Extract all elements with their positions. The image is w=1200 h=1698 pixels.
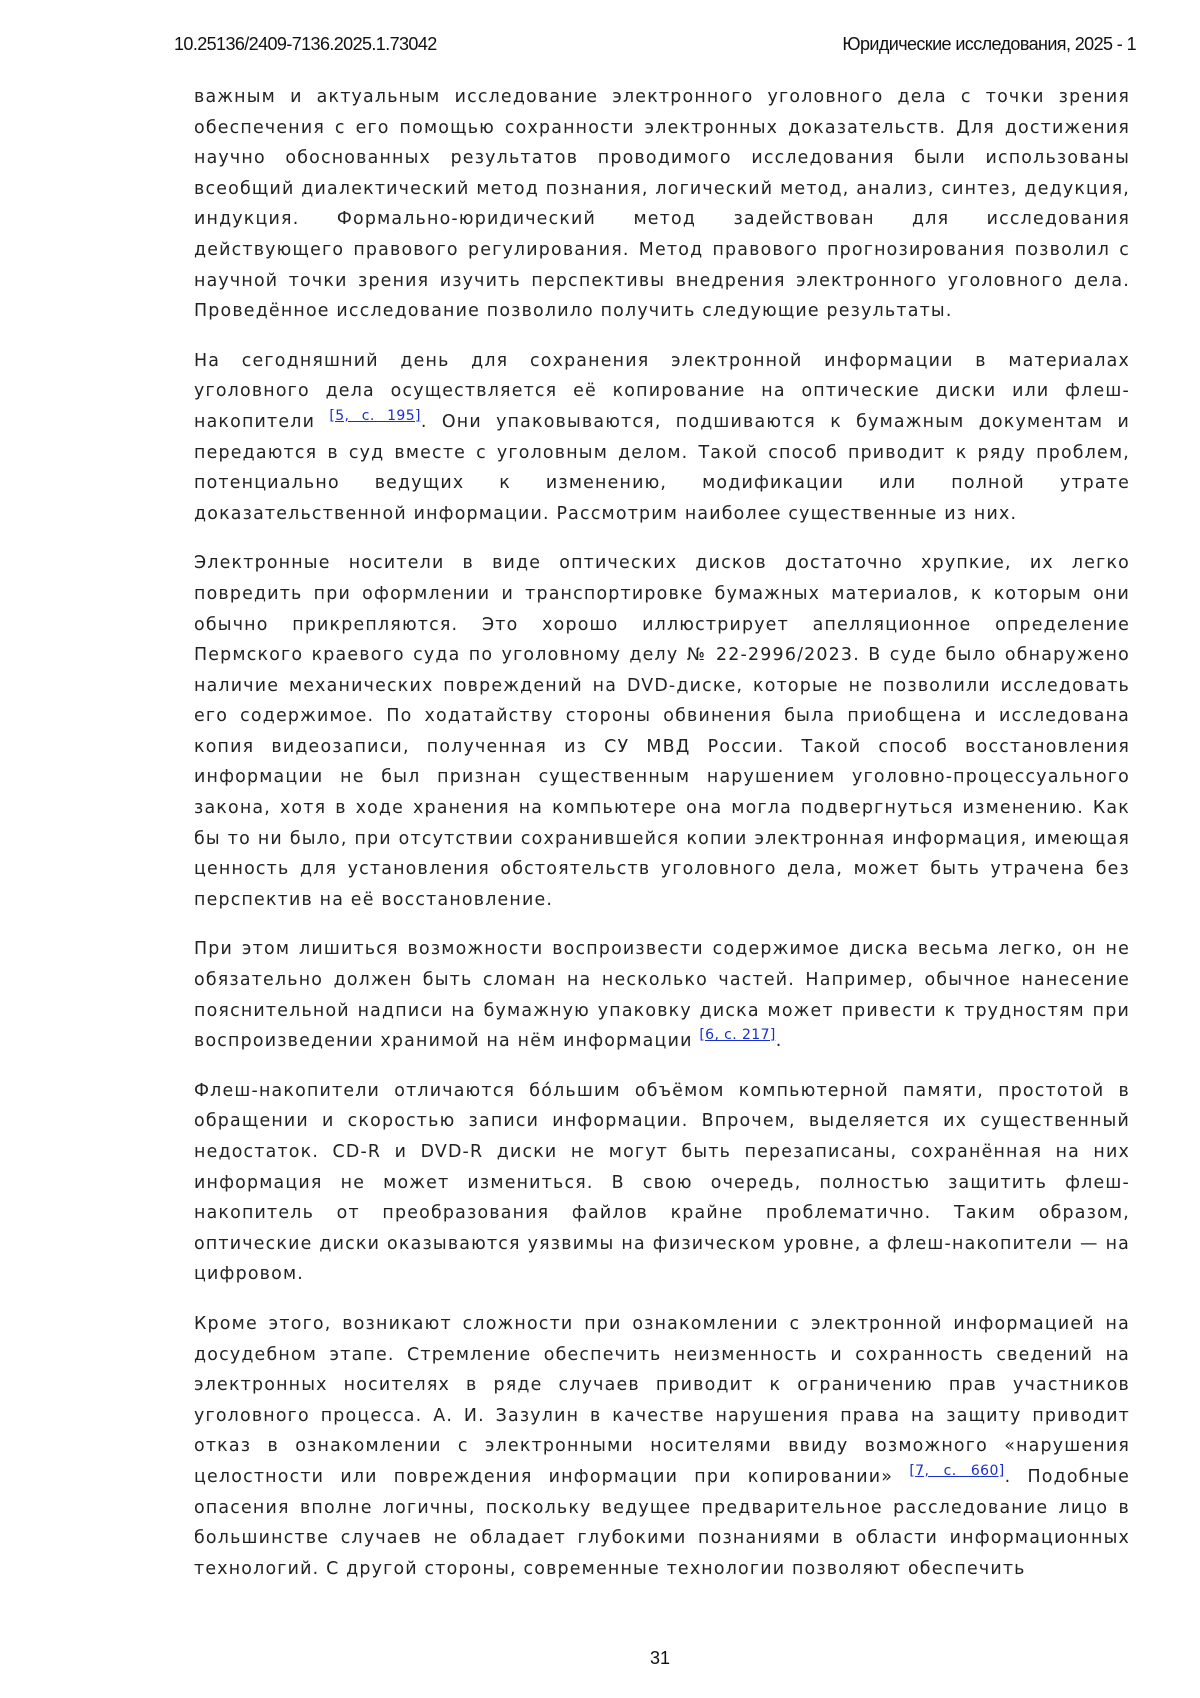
paragraph-5: Флеш-накопители отличаются бóльшим объёмом компьютерной памяти, простотой в обращении и скоростью записи информации. Впрочем, выделяется их существенный недостаток. CD-R и DVD-R диски не могут быть перезаписаны, сохранённая на них информация не может измениться. В свою очередь, полностью защитить флеш-накопитель от преобразования файлов крайне проблематично. Таким образом, оптические диски оказываются уязвимы на физическом уровне, а флеш-накопители — на цифровом. <box>194 1080 1130 1285</box>
paragraph-2: На сегодняшний день для сохранения электронной информации в материалах уголовного дела осуществляется её копирование на оптические диски или флеш-накопители [5, с. 195]. Они упаковываются, подшиваются к бумажным документам и передаются в суд вместе с уголовным делом. Такой способ приводит к ряду проблем, потенциально ведущих к изменению, модификации или полной утрате доказательственной информации. Рассмотрим наиболее существенные из них. <box>194 350 1131 524</box>
paragraph-1: важным и актуальным исследование электронного уголовного дела с точки зрения обеспечения с его помощью сохранности электронных доказательств. Для достижения научно обоснованных результатов проводимого исследования были использованы всеобщий диалектический метод познания, логический метод, анализ, синтез, дедукция, индукция. Формально-юридический метод задействован для исследования действующего правового регулирования. Метод правового прогнозирования позволил с научной точки зрения изучить перспективы внедрения электронного уголовного дела. Проведённое исследование позволило получить следующие результаты. <box>194 87 1130 322</box>
article-body <box>194 82 1130 1603</box>
citation-link[interactable]: [5, с. 195] <box>329 408 421 425</box>
citation-link[interactable]: [7, с. 660] <box>909 1463 1005 1480</box>
paragraph-4: При этом лишиться возможности воспроизвести содержимое диска весьма легко, он не обязательно должен быть сломан на несколько частей. Например, обычное нанесение пояснительной надписи на бумажную упаковку диска может привести к трудностям при воспроизведении хранимой на нём информации [6, с. 217]. <box>194 939 1130 1052</box>
running-head <box>174 34 1136 64</box>
page-number: 31 <box>649 1648 671 1668</box>
journal-title: Юридические исследования, 2025 - 1 <box>842 34 1136 54</box>
citation-link[interactable]: [6, с. 217] <box>699 1027 776 1044</box>
doi-label: 10.25136/2409-7136.2025.1.73042 <box>174 34 437 54</box>
paragraph-3: Электронные носители в виде оптических дисков достаточно хрупкие, их легко повредить при оформлении и транспортировке бумажных материалов, к которым они обычно прикрепляются. Это хорошо иллюстрирует апелляционное определение Пермского краевого суда по уголовному делу № 22-2996/2023. В суде было обнаружено наличие механических повреждений на DVD-диске, которые не позволили исследовать его содержимое. По ходатайству стороны обвинения была приобщена и исследована копия видеозаписи, полученная из СУ МВД России. Такой способ восстановления информации не был признан существенным нарушением уголовно-процессуального закона, хотя в ходе хранения на компьютере она могла подвергнуться изменению. Как бы то ни было, при отсутствии сохранившейся копии электронная информация, имеющая ценность для установления обстоятельств уголовного дела, может быть утрачена без перспектив на её восстановление. <box>194 553 1130 910</box>
paragraph-6: Кроме этого, возникают сложности при ознакомлении с электронной информацией на досудебном этапе. Стремление обеспечить неизменность и сохранность сведений на электронных носителях в ряде случаев приводит к ограничению прав участников уголовного процесса. А. И. Зазулин в качестве нарушения права на защиту приводит отказ в ознакомлении с электронными носителями ввиду возможного «нарушения целостности или повреждения информации при копировании» [7, с. 660]. Подобные опасения вполне логичны, поскольку ведущее предварительное расследование лицо в большинстве случаев не обладает глубокими познаниями в области информационных технологий. С другой стороны, современные технологии позволяют обеспечить <box>194 1313 1131 1579</box>
